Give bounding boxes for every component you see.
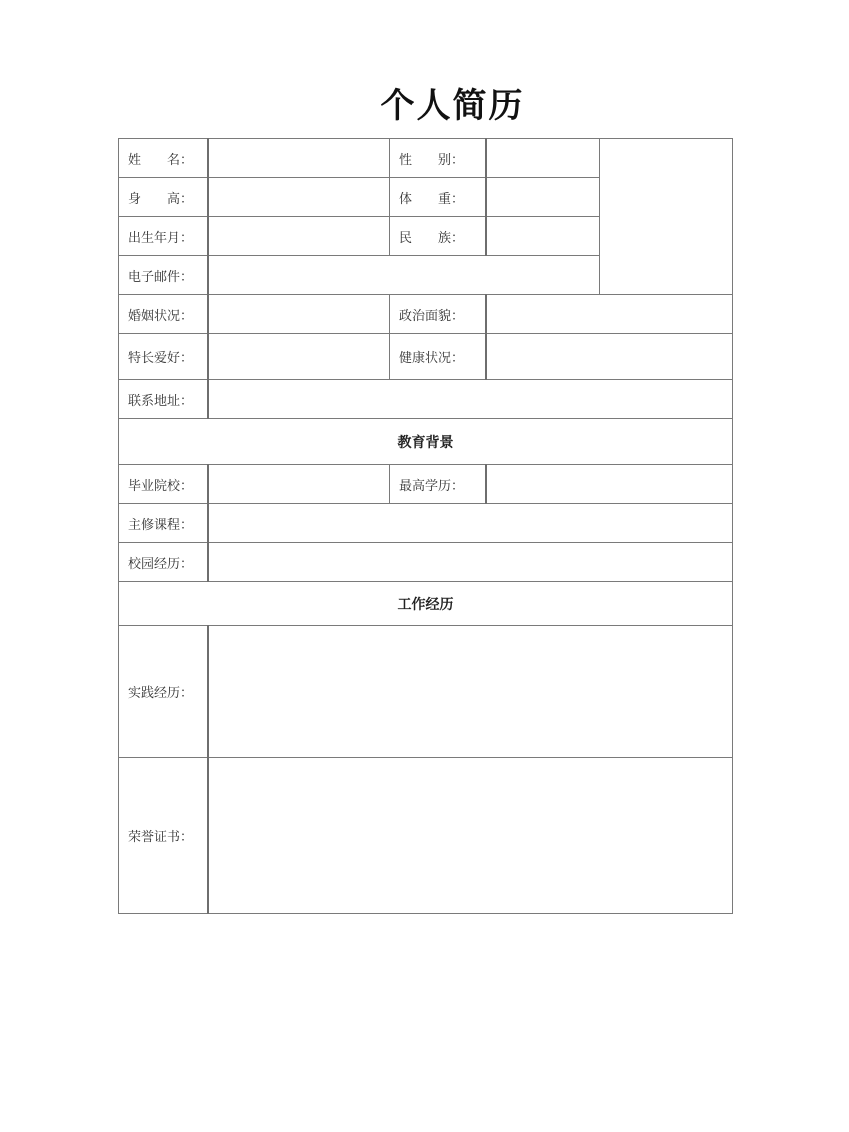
- row-hobby-health: [119, 334, 733, 380]
- row-school-degree: [119, 465, 733, 504]
- photo-area[interactable]: [600, 139, 733, 295]
- gender-label: 性 别：: [390, 139, 486, 178]
- row-courses: [119, 504, 733, 543]
- birth-field[interactable]: [208, 217, 390, 256]
- ethnicity-label: 民 族：: [390, 217, 486, 256]
- school-label: 毕业院校：: [119, 465, 208, 504]
- health-field[interactable]: [486, 334, 733, 380]
- height-label: 身 高：: [119, 178, 208, 217]
- marital-field[interactable]: [208, 295, 390, 334]
- row-name-gender: [119, 139, 733, 178]
- resume-table: [118, 138, 733, 914]
- honors-label: 荣誉证书：: [119, 758, 208, 914]
- height-field[interactable]: [208, 178, 390, 217]
- email-label: 电子邮件：: [119, 256, 208, 295]
- practice-label: 实践经历：: [119, 626, 208, 758]
- name-label: 姓 名：: [119, 139, 208, 178]
- health-label: 健康状况：: [390, 334, 486, 380]
- degree-label: 最高学历：: [390, 465, 486, 504]
- weight-label: 体 重：: [390, 178, 486, 217]
- row-campus: [119, 543, 733, 582]
- page-title: 个人简历: [380, 86, 525, 126]
- email-field[interactable]: [208, 256, 600, 295]
- row-honors: [119, 758, 733, 914]
- address-field[interactable]: [208, 380, 733, 419]
- row-education-header: [119, 419, 733, 465]
- row-address: [119, 380, 733, 419]
- row-work-header: [119, 582, 733, 626]
- practice-field[interactable]: [208, 626, 733, 758]
- gender-field[interactable]: [486, 139, 600, 178]
- work-section-title: 工作经历: [119, 582, 733, 626]
- degree-field[interactable]: [486, 465, 733, 504]
- political-field[interactable]: [486, 295, 733, 334]
- school-field[interactable]: [208, 465, 390, 504]
- address-label: 联系地址：: [119, 380, 208, 419]
- hobby-label: 特长爱好：: [119, 334, 208, 380]
- row-practice: [119, 626, 733, 758]
- political-label: 政治面貌：: [390, 295, 486, 334]
- education-section-title: 教育背景: [119, 419, 733, 465]
- honors-field[interactable]: [208, 758, 733, 914]
- birth-label: 出生年月：: [119, 217, 208, 256]
- marital-label: 婚姻状况：: [119, 295, 208, 334]
- hobby-field[interactable]: [208, 334, 390, 380]
- campus-field[interactable]: [208, 543, 733, 582]
- row-marital-political: [119, 295, 733, 334]
- courses-label: 主修课程：: [119, 504, 208, 543]
- weight-field[interactable]: [486, 178, 600, 217]
- campus-label: 校园经历：: [119, 543, 208, 582]
- courses-field[interactable]: [208, 504, 733, 543]
- name-field[interactable]: [208, 139, 390, 178]
- ethnicity-field[interactable]: [486, 217, 600, 256]
